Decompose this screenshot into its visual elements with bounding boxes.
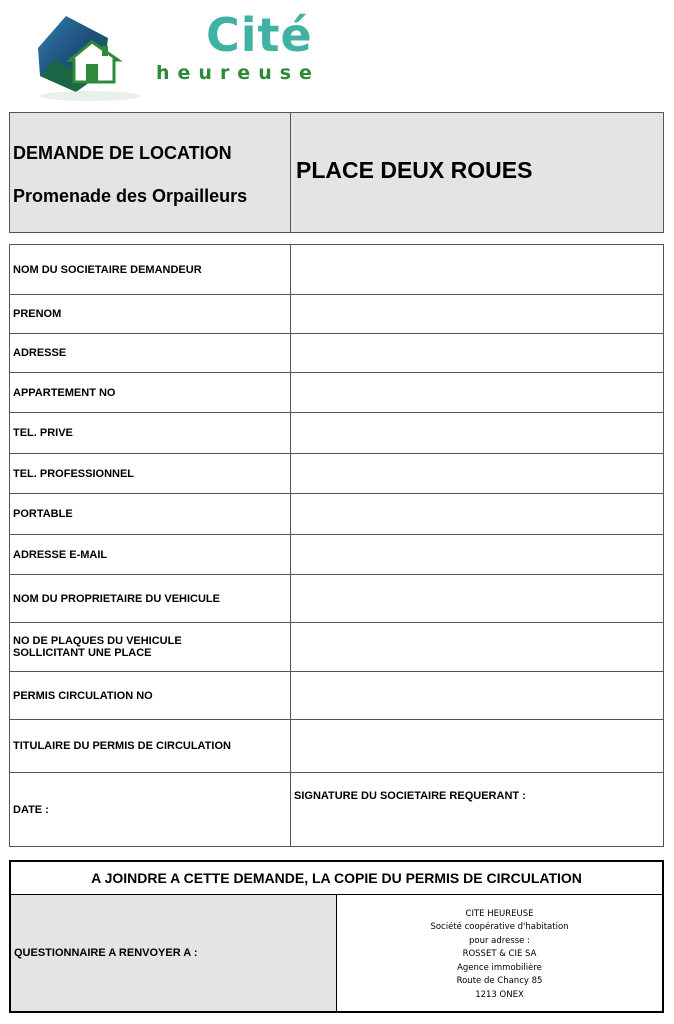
field-label: PERMIS CIRCULATION NO — [10, 672, 291, 720]
address-line: pour adresse : — [469, 935, 530, 946]
table-row — [10, 623, 664, 672]
field-value-titulaire[interactable] — [291, 720, 664, 773]
table-row — [10, 454, 664, 494]
address-line: 1213 ONEX — [475, 989, 524, 1000]
table-row — [10, 334, 664, 373]
field-label: NOM DU PROPRIETAIRE DU VEHICULE — [10, 575, 291, 623]
field-value-plaques[interactable] — [291, 623, 664, 672]
field-value-portable[interactable] — [291, 494, 664, 535]
header-right-cell: PLACE DEUX ROUES — [291, 113, 664, 233]
field-value-proprietaire[interactable] — [291, 575, 664, 623]
table-row — [10, 720, 664, 773]
table-row — [10, 773, 664, 847]
address-line: ROSSET & CIE SA — [462, 949, 537, 960]
table-row — [10, 535, 664, 575]
field-value-adresse[interactable] — [291, 334, 664, 373]
table-row — [10, 245, 664, 295]
field-label-line: NO DE PLAQUES DU VEHICULE — [13, 635, 182, 647]
table-row — [10, 494, 664, 535]
return-address — [337, 895, 664, 1013]
date-field[interactable]: DATE : — [10, 773, 291, 847]
field-label — [10, 623, 291, 672]
field-label: TEL. PROFESSIONNEL — [10, 454, 291, 494]
field-label: TITULAIRE DU PERMIS DE CIRCULATION — [10, 720, 291, 773]
attachment-note: A JOINDRE A CETTE DEMANDE, LA COPIE DU PERMIS DE CIRCULATION — [10, 861, 663, 895]
field-label: PRENOM — [10, 295, 291, 334]
address-line: CITE HEUREUSE — [465, 908, 534, 919]
field-label-line: SOLLICITANT UNE PLACE — [13, 647, 152, 659]
table-row — [10, 413, 664, 454]
field-label: TEL. PRIVE — [10, 413, 291, 454]
table-row — [10, 672, 664, 720]
address-line: Agence immobilière — [457, 962, 542, 973]
field-value-tel-prive[interactable] — [291, 413, 664, 454]
table-row — [10, 373, 664, 413]
header-left-cell — [10, 113, 291, 233]
field-value-appartement[interactable] — [291, 373, 664, 413]
bottom-table — [9, 860, 664, 1013]
house-logo-icon — [30, 8, 150, 104]
address-line: Société coopérative d'habitation — [430, 922, 569, 933]
field-label: ADRESSE — [10, 334, 291, 373]
field-label: PORTABLE — [10, 494, 291, 535]
logo-subword: heureuse — [156, 62, 320, 84]
address-line: Route de Chancy 85 — [456, 976, 543, 987]
logo — [30, 8, 320, 104]
form-title: DEMANDE DE LOCATION — [13, 142, 232, 163]
header-table — [9, 112, 664, 233]
logo-word: Cité — [206, 8, 313, 62]
field-label: NOM DU SOCIETAIRE DEMANDEUR — [10, 245, 291, 295]
field-value-prenom[interactable] — [291, 295, 664, 334]
field-label: ADRESSE E-MAIL — [10, 535, 291, 575]
field-label: APPARTEMENT NO — [10, 373, 291, 413]
application-form-table — [9, 244, 664, 847]
field-value-nom[interactable] — [291, 245, 664, 295]
signature-field[interactable]: SIGNATURE DU SOCIETAIRE REQUERANT : — [291, 773, 664, 847]
form-subtitle: Promenade des Orpailleurs — [13, 185, 248, 206]
table-row — [10, 575, 664, 623]
field-value-tel-pro[interactable] — [291, 454, 664, 494]
table-row — [10, 295, 664, 334]
field-value-email[interactable] — [291, 535, 664, 575]
questionnaire-label: QUESTIONNAIRE A RENVOYER A : — [10, 895, 337, 1013]
field-value-permis[interactable] — [291, 672, 664, 720]
